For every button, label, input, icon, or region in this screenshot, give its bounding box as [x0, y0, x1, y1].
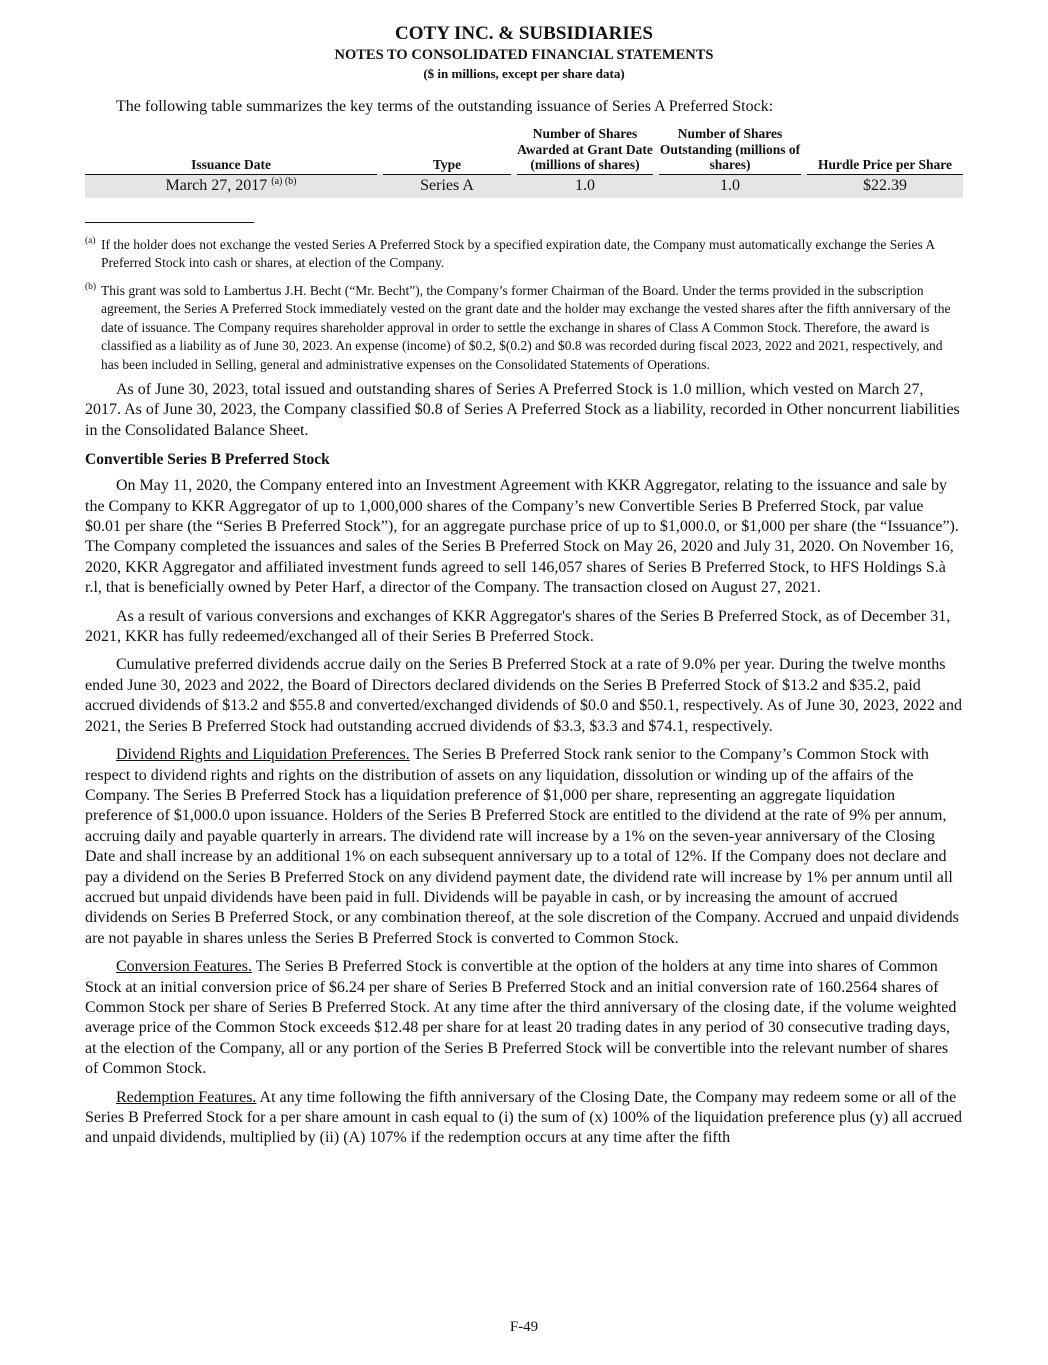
col-type: Type: [383, 126, 511, 174]
dividend-rights-heading: Dividend Rights and Liquidation Preferences.: [116, 746, 410, 764]
table-row: [85, 174, 963, 198]
conversions-paragraph: As a result of various conversions and exchanges of KKR Aggregator's shares of the Series B Preferred Stock, as of December 31, 2021, KKR has fully redeemed/exchanged all of their Series B Preferred Stock.: [85, 607, 951, 646]
table-header-row: [85, 126, 963, 174]
col-shares-awarded: Number of Shares Awarded at Grant Date (millions of shares): [517, 126, 653, 172]
series-a-paragraph: As of June 30, 2023, total issued and outstanding shares of Series A Preferred Stock is 1.0 million, which vested on March 27, 2017. As of June 30, 2023, the Company classified $0.8 of Series A Preferred Stock as a liability, recorded in Other noncurrent liabilities in the Consolidated Balance Sheet.: [85, 381, 960, 439]
page-number: F-49: [509, 1319, 539, 1335]
investment-agreement-paragraph: On May 11, 2020, the Company entered into an Investment Agreement with KKR Aggregator, relating to the issuance and sale by the Company to KKR Aggregator of up to 1,000,000 shares of the Company’s new Convertible Series B Preferred Stock, par value $0.01 per share (the “Series B Preferred Stock”), for an aggregate purchase price of up to $1,000.0, or $1,000 per share (the “Issuance”). The Company completed the issuances and sales of the Series B Preferred Stock on May 26, 2020 and July 31, 2020. On November 16, 2020, KKR Aggregator and affiliated investment funds agreed to sell 146,057 shares of Series B Preferred Stock, to HFS Holdings S.à r.l, that is beneficially owned by Peter Harf, a director of the Company. The transaction closed on August 27, 2021.: [85, 477, 959, 597]
dividends-paragraph: Cumulative preferred dividends accrue daily on the Series B Preferred Stock at a rate of 9.0% per year. During the twelve months ended June 30, 2023 and 2022, the Board of Directors declared dividends on the Series B Preferred Stock of $13.2 and $35.2, paid accrued dividends of $13.2 and $55.8 and converted/exchanged dividends of $0.0 and $50.1, respectively. As of June 30, 2023, 2022 and 2021, the Series B Preferred Stock had outstanding accrued dividends of $3.3, $3.3 and $74.1, respectively.: [85, 656, 962, 735]
units-subtitle: ($ in millions, except per share data): [423, 66, 625, 81]
footnote-text: If the holder does not exchange the vested Series A Preferred Stock by a specified expiration date, the Company must automatically exchange the Series A Preferred Stock into cash or shares, at election of the Company.: [101, 236, 935, 270]
footnote-a: [85, 236, 963, 273]
company-title: COTY INC. & SUBSIDIARIES: [395, 23, 653, 44]
cell-issuance-date: March 27, 2017 $^{(a) (b)}$: [85, 174, 377, 198]
table-intro: The following table summarizes the key terms of the outstanding issuance of Series A Preferred Stock:: [116, 98, 774, 115]
conversion-features-paragraph: Conversion Features. The Series B Preferred Stock is convertible at the option of the holders at any time into shares of Common Stock at an initial conversion price of $6.24 per share of Series B Preferred Stock and an initial conversion rate of 160.2564 shares of Common Stock per share of Series B Preferred Stock. At any time after the third anniversary of the closing date, if the volume weighted average price of the Common Stock exceeds $12.48 per share for at least 20 trading dates in any period of 30 consecutive trading days, at the election of the Company, all or any portion of the Series B Preferred Stock will be convertible into the relevant number of shares of Common Stock.: [85, 958, 957, 1078]
series-a-terms-table: [85, 126, 963, 198]
footnote-divider: [85, 222, 254, 223]
redemption-features-paragraph: Redemption Features. At any time following the fifth anniversary of the Closing Date, the Company may redeem some or all of the Series B Preferred Stock for a per share amount in cash equal to (i) the sum of (x) 100% of the liquidation preference plus (y) all accrued and unpaid dividends, multiplied by (ii) (A) 107% if the redemption occurs at any time after the fifth: [85, 1088, 963, 1147]
footnote-marker: (b): [85, 281, 97, 292]
redemption-features-heading: Redemption Features.: [116, 1088, 257, 1106]
cell-type: Series A: [383, 174, 511, 198]
dividend-rights-paragraph: Dividend Rights and Liquidation Preferences. The Series B Preferred Stock rank senior to the Company’s Common Stock with respect to dividend rights and rights on the distribution of assets on any liquidation, dissolution or winding up of the affairs of the Company. The Series B Preferred Stock has a liquidation preference of $1,000 per share, representing an aggregate liquidation preference of $1,000.0 upon issuance. Holders of the Series B Preferred Stock are entitled to the dividend at the rate of 9% per annum, accruing daily and payable quarterly in arrears. The dividend rate will increase by a 1% on the seven-year anniversary of the Closing Date and shall increase by an additional 1% on each subsequent anniversary up to a total of 12%. If the Company does not declare and pay a dividend on the Series B Preferred Stock on any dividend payment date, the dividend rate will increase by 1% per annum until all accrued but unpaid dividends have been paid in full. Dividends will be payable in cash, or by increasing the amount of accrued dividends on Series B Preferred Stock, or any combination thereof, at the sole discretion of the Company. Accrued and unpaid dividends are not payable in shares unless the Series B Preferred Stock is converted to Common Stock.: [85, 746, 959, 947]
footnote-refs: (a) (b): [271, 175, 297, 187]
cell-shares-outstanding: 1.0: [659, 174, 801, 198]
footnote-b: [85, 282, 963, 375]
notes-title: NOTES TO CONSOLIDATED FINANCIAL STATEMENTS: [334, 47, 714, 63]
col-issuance-date: Issuance Date: [85, 126, 377, 174]
document-page: [85, 22, 963, 1149]
col-shares-outstanding: Number of Shares Outstanding (millions of shares): [659, 126, 801, 172]
col-hurdle-price: Hurdle Price per Share: [807, 126, 963, 174]
conversion-features-heading: Conversion Features.: [116, 958, 252, 976]
section-heading: Convertible Series B Preferred Stock: [85, 451, 330, 469]
footnote-marker: (a): [85, 235, 96, 246]
footnote-text: This grant was sold to Lambertus J.H. Becht (“Mr. Becht”), the Company’s former Chairman of the Board. Under the terms provided in the subscription agreement, the Series A Preferred Stock immediately vested on the grant date and the holder may exchange the vested shares after the fifth anniversary of the date of issuance. The Company requires shareholder approval in order to settle the exchange in shares of Class A Common Stock. Therefore, the award is classified as a liability as of June 30, 2023. An expense (income) of $0.2, $(0.2) and $0.8 was recorded during fiscal 2023, 2022 and 2021, respectively, and has been included in Selling, general and administrative expenses on the Consolidated Statements of Operations.: [101, 282, 951, 372]
cell-shares-awarded: 1.0: [517, 174, 653, 198]
cell-hurdle-price: $22.39: [807, 174, 963, 198]
